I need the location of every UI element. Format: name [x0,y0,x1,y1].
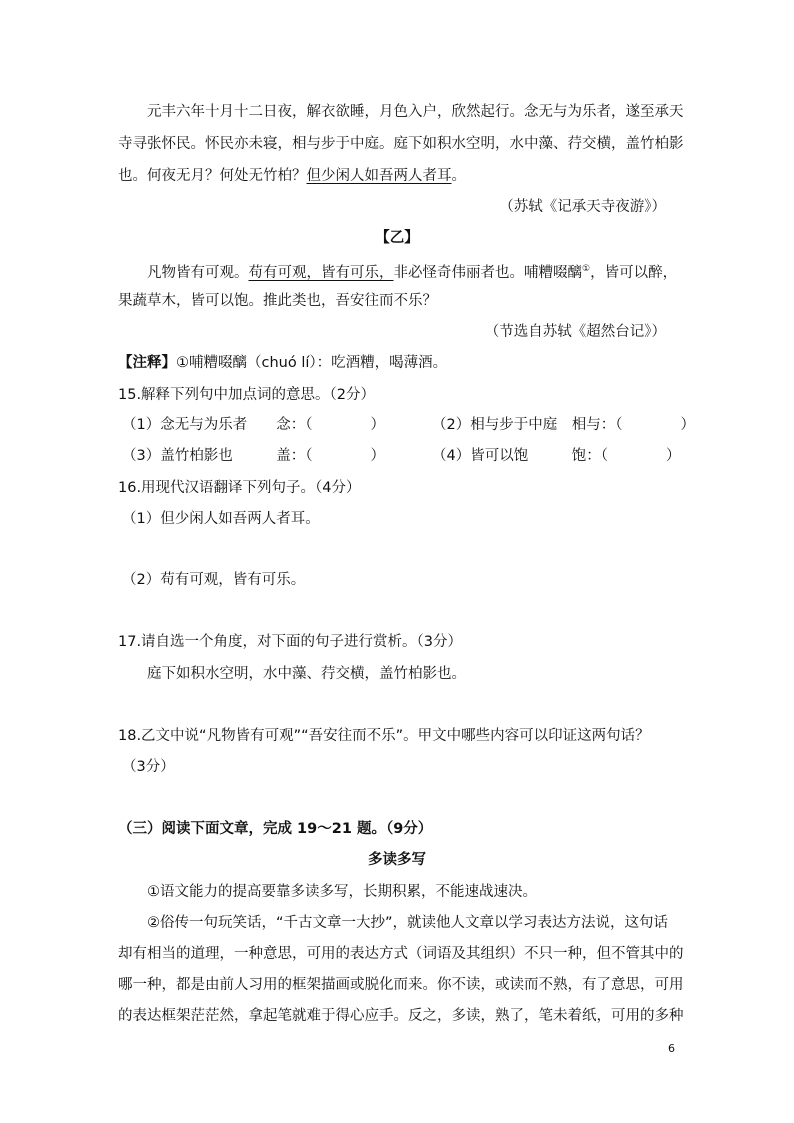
yi-source: （节选自苏轼《超然台记》） [484,324,666,340]
annotation-text: ①哺糟啜醨（chuó lí）：吃酒糟，喝薄酒。 [176,355,448,371]
yi-line-2: 果蔬草木，皆可以饱。推此类也，吾安往而不乐？ [118,293,437,309]
q18-stem: 18.乙文中说“凡物皆有可观”“吾安往而不乐”。甲文中哪些内容可以印证这两句话？ [118,728,650,744]
q16-stem: 16.用现代汉语翻译下列句子。（4分） [118,480,361,496]
section3-p2-line-1: ②俗传一句玩笑话，“千古文章一大抄”，就读他人文章以学习表达方法说，这句话 [147,915,669,931]
yi-line-1 [147,259,677,283]
footnote-marker: ① [582,264,591,274]
q15-item-1: （1）念无与为乐者 念：（ ） [122,417,385,433]
q15-item-2: （2）相与步于中庭 相与：（ ） [432,417,695,433]
annotation [118,353,447,373]
q15-item-3: （3）盖竹柏影也 盖：（ ） [122,448,385,464]
section3-heading: （三）阅读下面文章，完成 19～21 题。（9分） [118,821,433,837]
annotation-label: 【注释】 [118,355,176,371]
section3-p2-line-3: 哪一种，都是由前人习用的框架描画或脱化而来。你不读，或读而不熟，有了意思，可用 [118,977,684,993]
jia-line-3-text: 也。何夜无月？何处无竹柏？ [118,168,307,184]
section3-title: 多读多写 [368,852,426,868]
section3-p1: ①语文能力的提高要靠多读多写，长期积累，不能速战速决。 [147,884,537,900]
q15-stem: 15.解释下列句中加点词的意思。（2分） [118,387,376,403]
q16-item-1: （1）但少闲人如吾两人者耳。 [122,511,320,527]
section3-p2-line-4: 的表达框架茫茫然，拿起笔就难于得心应手。反之，多读，熟了，笔未着纸，可用的多种 [118,1008,684,1024]
jia-line-3-end: 。 [451,168,466,184]
yi-heading: 【乙】 [375,230,419,246]
section3-p2-line-2: 却有相当的道理，一种意思，可用的表达方式（词语及其组织）不只一种，但不管其中的 [118,946,684,962]
yi-line-1-c: ，皆可以醉， [590,264,678,281]
yi-line-1-b: 非必怪奇伟丽者也。哺糟啜醨 [393,264,582,281]
jia-line-3 [118,166,466,186]
q17-stem: 17.请自选一个角度，对下面的句子进行赏析。（3分） [118,634,463,650]
yi-line-1-a: 凡物皆有可观。 [147,264,249,281]
yi-underlined-sentence: 苟有可观，皆有可乐， [248,264,394,281]
q16-item-2: （2）苟有可观，皆有可乐。 [122,572,306,588]
jia-underlined-sentence: 但少闲人如吾两人者耳 [306,168,452,184]
q18-score: （3分） [122,759,175,775]
jia-line-2: 寺寻张怀民。怀民亦未寝，相与步于中庭。庭下如积水空明，水中藻、荇交横，盖竹柏影 [118,136,684,152]
q15-item-4: （4）皆可以饱 饱：（ ） [432,448,681,464]
page-number: 6 [668,1042,675,1055]
jia-source: （苏轼《记承天寺夜游》） [499,199,666,215]
q17-sentence: 庭下如积水空明，水中藻、荇交横，盖竹柏影也。 [147,666,466,682]
jia-line-1: 元丰六年十月十二日夜，解衣欲睡，月色入户，欣然起行。念无与为乐者，遂至承天 [147,104,684,120]
